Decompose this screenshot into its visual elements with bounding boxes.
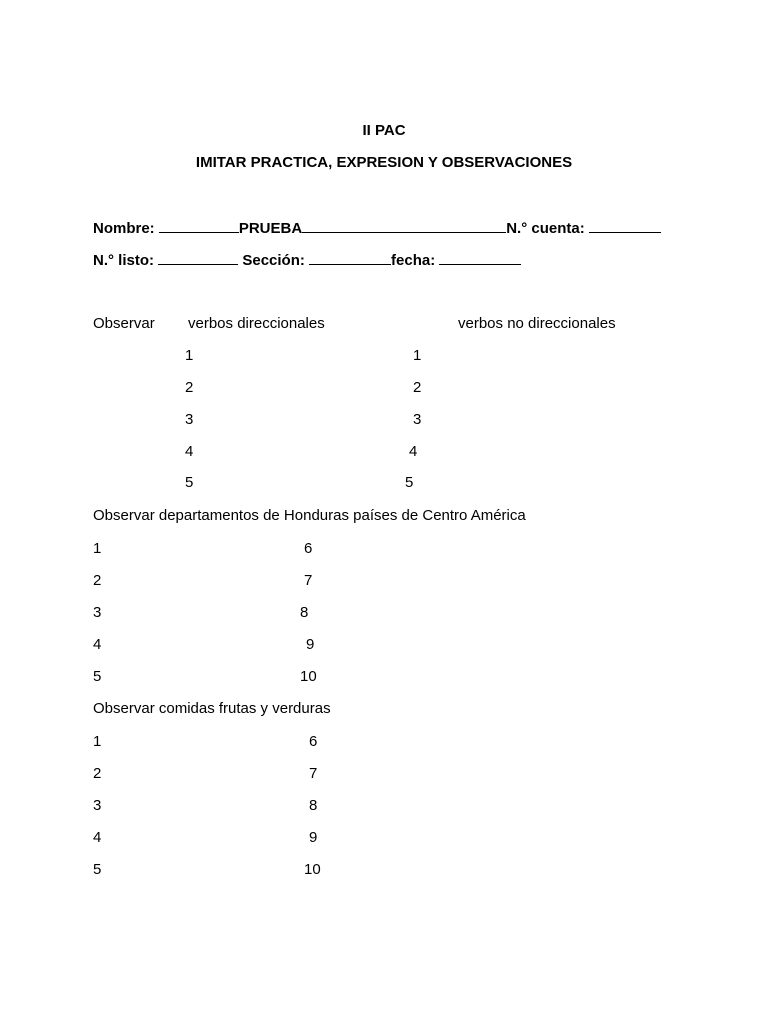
section1-col2-item: 3: [413, 411, 422, 428]
form-row-1: [93, 218, 661, 238]
section3-left-item: 3: [93, 797, 102, 814]
listo-blank: [158, 250, 238, 265]
section2-right-item: 8: [300, 604, 309, 621]
section3-left-item: 4: [93, 829, 102, 846]
cuenta-blank: [589, 218, 661, 233]
nombre-blank-before: [159, 218, 239, 233]
seccion-blank: [309, 250, 391, 265]
section3-right-item: 9: [309, 829, 318, 846]
nombre-blank-after: [302, 218, 506, 233]
fecha-blank: [439, 250, 521, 265]
nombre-value: PRUEBA: [238, 220, 303, 237]
section3-right-item: 10: [304, 861, 321, 878]
section2-left-item: 2: [93, 572, 102, 589]
section2-right-item: 7: [304, 572, 313, 589]
section2-left-item: 4: [93, 636, 102, 653]
section1-col2-item: 4: [409, 443, 418, 460]
section1-col2-item: 5: [405, 474, 414, 491]
section3-heading: Observar comidas frutas y verduras: [93, 700, 331, 717]
section3-right-item: 7: [309, 765, 318, 782]
seccion-label: Sección:: [242, 252, 305, 269]
section2-right-item: 10: [300, 668, 317, 685]
section3-left-item: 5: [93, 861, 102, 878]
section1-col2-item: 1: [413, 347, 422, 364]
section1-col1-item: 5: [185, 474, 194, 491]
section2-left-item: 5: [93, 668, 102, 685]
form-row-2: [93, 250, 521, 270]
section1-col1-item: 3: [185, 411, 194, 428]
section2-left-item: 3: [93, 604, 102, 621]
section2-heading: Observar departamentos de Honduras países de Centro América: [93, 507, 526, 524]
section1-col2-header: verbos no direccionales: [458, 315, 616, 332]
cuenta-label: N.° cuenta:: [506, 220, 585, 237]
section1-col1-item: 4: [185, 443, 194, 460]
nombre-label: Nombre:: [93, 220, 155, 237]
section1-col1-header: verbos direccionales: [188, 315, 325, 332]
section2-right-item: 6: [304, 540, 313, 557]
document-title: II PAC: [362, 122, 406, 139]
section1-label: Observar: [93, 315, 155, 332]
section2-right-item: 9: [306, 636, 315, 653]
section3-left-item: 2: [93, 765, 102, 782]
section1-col2-item: 2: [413, 379, 422, 396]
section3-right-item: 6: [309, 733, 318, 750]
listo-label: N.° listo:: [93, 252, 154, 269]
section2-left-item: 1: [93, 540, 102, 557]
section3-right-item: 8: [309, 797, 318, 814]
fecha-label: fecha:: [391, 252, 436, 269]
section1-col1-item: 1: [185, 347, 194, 364]
section3-left-item: 1: [93, 733, 102, 750]
document-subtitle: IMITAR PRACTICA, EXPRESION Y OBSERVACIONES: [195, 154, 573, 171]
section1-col1-item: 2: [185, 379, 194, 396]
